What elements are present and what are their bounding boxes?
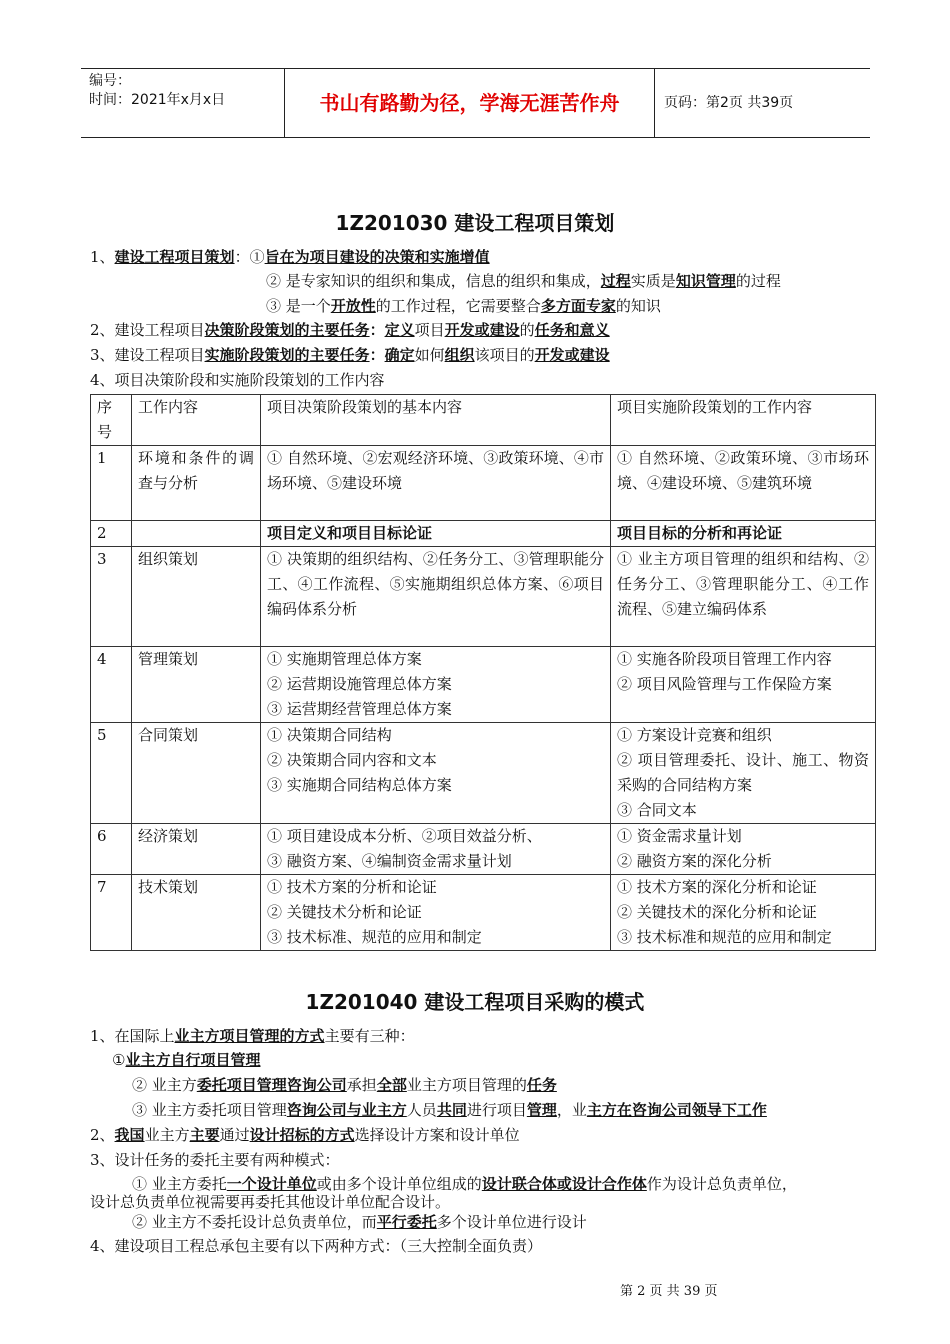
emph: 业主方项目管理的方式 bbox=[174, 1027, 325, 1045]
emph: 知识管理 bbox=[675, 272, 736, 290]
cell-decision bbox=[261, 875, 611, 951]
section-title-1: 1Z201030 建设工程项目策划 bbox=[335, 211, 615, 235]
s2-line-2 bbox=[112, 1050, 260, 1070]
text: 的过程 bbox=[735, 272, 781, 290]
header-page-info: 页码：第2页 共39页 bbox=[664, 95, 794, 111]
emph: 委托项目管理咨询公司 bbox=[196, 1076, 347, 1094]
emph: 我国 bbox=[114, 1126, 145, 1144]
item-2 bbox=[90, 320, 610, 340]
header-cell: 项目决策阶段策划的基本内容 bbox=[261, 395, 611, 446]
cell-line: ① 决策期合同结构 bbox=[267, 726, 392, 744]
cell-impl bbox=[611, 647, 876, 723]
emph: 开放性 bbox=[330, 297, 376, 315]
s2-line-3 bbox=[132, 1075, 557, 1095]
text: 3、建设工程项目 bbox=[90, 346, 205, 364]
s2-line-6: 3、设计任务的委托主要有两种模式： bbox=[90, 1151, 340, 1169]
cell-no: 6 bbox=[91, 824, 132, 875]
text: 该项目的 bbox=[474, 346, 535, 364]
emph: 多方面专家 bbox=[540, 297, 616, 315]
cell-work: 组织策划 bbox=[132, 547, 261, 647]
cell-impl bbox=[611, 824, 876, 875]
table-header-row bbox=[91, 395, 876, 446]
text: 项目 bbox=[414, 321, 445, 339]
cell-line: ② 项目风险管理与工作保险方案 bbox=[617, 675, 832, 693]
cell-no: 3 bbox=[91, 547, 132, 647]
cell-line: ③ 实施期合同结构总体方案 bbox=[267, 776, 452, 794]
cell-line: ① 实施各阶段项目管理工作内容 bbox=[617, 650, 832, 668]
cell-work: 合同策划 bbox=[132, 723, 261, 824]
planning-table bbox=[90, 394, 876, 951]
item-1-line-3 bbox=[266, 296, 661, 316]
cell-no: 2 bbox=[91, 521, 132, 547]
s2-line-9 bbox=[132, 1212, 587, 1232]
text: 人员 bbox=[406, 1101, 437, 1119]
table-row bbox=[91, 824, 876, 875]
s2-line-8: 设计总负责单位视需要再委托其他设计单位配合设计。 bbox=[90, 1193, 451, 1211]
table-row bbox=[91, 875, 876, 951]
page-header bbox=[81, 68, 870, 138]
table-row bbox=[91, 446, 876, 521]
cell-line: ① 资金需求量计划 bbox=[617, 827, 742, 845]
emph: 主要 bbox=[189, 1126, 220, 1144]
emph: 设计联合体或设计合作体 bbox=[481, 1175, 647, 1193]
s2-line-1 bbox=[90, 1026, 415, 1046]
text: 业主方 bbox=[144, 1126, 190, 1144]
text: ，业 bbox=[556, 1101, 587, 1119]
cell-line: ③ 融资方案、④编制资金需求量计划 bbox=[267, 852, 512, 870]
emph: 定义 bbox=[384, 321, 415, 339]
item-prefix: 1、 bbox=[90, 248, 115, 266]
s2-line-10: 4、建设项目工程总承包主要有以下两种方式：（三大控制全面负责） bbox=[90, 1237, 543, 1255]
s2-line-7 bbox=[132, 1174, 797, 1194]
emph: 开发或建设 bbox=[534, 346, 610, 364]
table-row bbox=[91, 521, 876, 547]
cell-line: ① 实施期管理总体方案 bbox=[267, 650, 422, 668]
cell-line: ① 方案设计竞赛和组织 bbox=[617, 726, 772, 744]
item-4: 4、项目决策阶段和实施阶段策划的工作内容 bbox=[90, 371, 385, 389]
text: 或由多个设计单位组成的 bbox=[316, 1175, 482, 1193]
text: ③ 是一个 bbox=[266, 297, 331, 315]
emph: 业主方自行项目管理 bbox=[125, 1051, 261, 1069]
header-cell: 工作内容 bbox=[132, 395, 261, 446]
table-row bbox=[91, 547, 876, 647]
text: 的知识 bbox=[615, 297, 661, 315]
number-label: 编号： bbox=[89, 73, 131, 89]
term: 建设工程项目策划 bbox=[114, 248, 235, 266]
s2-line-4 bbox=[132, 1100, 767, 1120]
cell-line: ③ 运营期经营管理总体方案 bbox=[267, 700, 452, 718]
text: 选择设计方案和设计单位 bbox=[354, 1126, 520, 1144]
cell-impl bbox=[611, 723, 876, 824]
text: 1、在国际上 bbox=[90, 1027, 175, 1045]
text: 实质是 bbox=[630, 272, 676, 290]
text: ② 业主方不委托设计总负责单位，而 bbox=[132, 1213, 377, 1231]
item-1-line-1 bbox=[90, 247, 490, 267]
text: ② 是专家知识的组织和集成，信息的组织和集成， bbox=[266, 272, 601, 290]
cell-no: 1 bbox=[91, 446, 132, 521]
emph: 设计招标的方式 bbox=[249, 1126, 355, 1144]
text: 作为设计总负责单位， bbox=[646, 1175, 797, 1193]
emph: 共同 bbox=[436, 1101, 467, 1119]
emph: 一个设计单位 bbox=[226, 1175, 317, 1193]
emph: 任务 bbox=[526, 1076, 557, 1094]
time-label: 时间：2021年x月x日 bbox=[89, 92, 226, 108]
emph: 管理 bbox=[526, 1101, 557, 1119]
table-row bbox=[91, 647, 876, 723]
cell-work bbox=[132, 521, 261, 547]
cell-work: 管理策划 bbox=[132, 647, 261, 723]
cell-line: ② 融资方案的深化分析 bbox=[617, 852, 772, 870]
text: ① 业主方委托 bbox=[132, 1175, 227, 1193]
cell-line: ② 运营期设施管理总体方案 bbox=[267, 675, 452, 693]
cell-decision: ① 决策期的组织结构、②任务分工、③管理职能分工、④工作流程、⑤实施期组织总体方案、⑥项目编码体系分析 bbox=[261, 547, 611, 647]
footer-page-number: 第 2 页 共 39 页 bbox=[620, 1284, 718, 1299]
emph: 决策阶段策划的主要任务 bbox=[204, 321, 370, 339]
emph: 任务和意义 bbox=[534, 321, 610, 339]
header-meta bbox=[81, 69, 284, 137]
text: 承担 bbox=[346, 1076, 377, 1094]
cell-no: 4 bbox=[91, 647, 132, 723]
cell-decision bbox=[261, 647, 611, 723]
item-3 bbox=[90, 345, 610, 365]
emph: 组织 bbox=[444, 346, 475, 364]
emph: 全部 bbox=[376, 1076, 407, 1094]
point-number: ① bbox=[249, 248, 265, 266]
cell-line: ③ 技术标准和规范的应用和制定 bbox=[617, 928, 832, 946]
cell-line: ① 项目建设成本分析、②项目效益分析、 bbox=[267, 827, 542, 845]
point-1: 旨在为项目建设的决策和实施增值 bbox=[264, 248, 490, 266]
cell-line: ② 关键技术分析和论证 bbox=[267, 903, 422, 921]
cell-no: 5 bbox=[91, 723, 132, 824]
text: 通过 bbox=[219, 1126, 250, 1144]
cell-no: 7 bbox=[91, 875, 132, 951]
emph: 平行委托 bbox=[376, 1213, 437, 1231]
text: ③ 业主方委托项目管理 bbox=[132, 1101, 287, 1119]
text: 主要有三种： bbox=[324, 1027, 415, 1045]
table-row bbox=[91, 723, 876, 824]
cell-line: ② 关键技术的深化分析和论证 bbox=[617, 903, 817, 921]
cell-impl: ① 自然环境、②政策环境、③市场环境、④建设环境、⑤建筑环境 bbox=[611, 446, 876, 521]
item-1-line-2 bbox=[266, 271, 781, 291]
cell-line: ① 技术方案的深化分析和论证 bbox=[617, 878, 817, 896]
cell-work: 环境和条件的调查与分析 bbox=[132, 446, 261, 521]
header-motto: 书山有路勤为径，学海无涯苦作舟 bbox=[284, 69, 655, 137]
text: 如何 bbox=[414, 346, 445, 364]
emph: 确定 bbox=[384, 346, 415, 364]
text: ① bbox=[112, 1051, 126, 1069]
cell-work: 技术策划 bbox=[132, 875, 261, 951]
emph: 咨询公司与业主方 bbox=[286, 1101, 407, 1119]
cell-work: 经济策划 bbox=[132, 824, 261, 875]
text: ： bbox=[369, 346, 385, 364]
text: 的工作过程，它需要整合 bbox=[375, 297, 541, 315]
emph: 开发或建设 bbox=[444, 321, 520, 339]
cell-decision bbox=[261, 723, 611, 824]
emph: 过程 bbox=[600, 272, 631, 290]
text: 多个设计单位进行设计 bbox=[436, 1213, 587, 1231]
header-cell: 项目实施阶段策划的工作内容 bbox=[611, 395, 876, 446]
text: 的 bbox=[519, 321, 535, 339]
text: ② 业主方 bbox=[132, 1076, 197, 1094]
colon: ： bbox=[234, 248, 250, 266]
text: 2、 bbox=[90, 1126, 115, 1144]
s2-line-5 bbox=[90, 1125, 520, 1145]
header-cell: 序号 bbox=[91, 395, 132, 446]
cell-line: ② 项目管理委托、设计、施工、物资采购的合同结构方案 bbox=[617, 751, 869, 794]
cell-decision: ① 自然环境、②宏观经济环境、③政策环境、④市场环境、⑤建设环境 bbox=[261, 446, 611, 521]
emph: 实施阶段策划的主要任务 bbox=[204, 346, 370, 364]
cell-decision bbox=[261, 824, 611, 875]
text: 业主方项目管理的 bbox=[406, 1076, 527, 1094]
section-title-2: 1Z201040 建设工程项目采购的模式 bbox=[305, 990, 645, 1014]
cell-decision: 项目定义和项目目标论证 bbox=[261, 521, 611, 547]
text: 2、建设工程项目 bbox=[90, 321, 205, 339]
text: ： bbox=[369, 321, 385, 339]
cell-impl: ① 业主方项目管理的组织和结构、②任务分工、③管理职能分工、④工作流程、⑤建立编码体系 bbox=[611, 547, 876, 647]
text: 进行项目 bbox=[466, 1101, 527, 1119]
cell-impl: 项目目标的分析和再论证 bbox=[611, 521, 876, 547]
cell-line: ① 技术方案的分析和论证 bbox=[267, 878, 437, 896]
cell-line: ③ 技术标准、规范的应用和制定 bbox=[267, 928, 482, 946]
cell-line: ② 决策期合同内容和文本 bbox=[267, 751, 437, 769]
emph: 主方在咨询公司领导下工作 bbox=[586, 1101, 767, 1119]
cell-impl bbox=[611, 875, 876, 951]
cell-line: ③ 合同文本 bbox=[617, 801, 697, 819]
